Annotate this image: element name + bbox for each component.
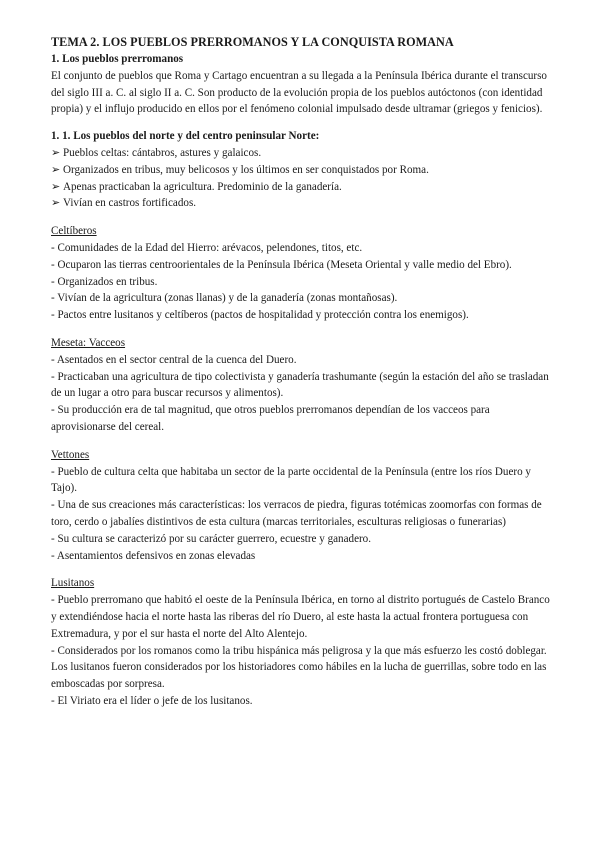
arrow-bullet-icon: ➢	[51, 146, 61, 159]
lusitanos-line: - El Viriato era el líder o jefe de los lusitanos.	[51, 694, 253, 707]
celtiberos-line: - Comunidades de la Edad del Hierro: arévacos, pelendones, titos, etc.	[51, 241, 363, 254]
section-1-1-heading: 1. 1. Los pueblos del norte y del centro peninsular Norte:	[51, 130, 320, 143]
bullet-item	[51, 145, 557, 162]
celtiberos-line: - Vivían de la agricultura (zonas llanas) y de la ganadería (zonas montañosas).	[51, 292, 398, 305]
bullet-text: Apenas practicaban la agricultura. Predominio de la ganadería.	[63, 180, 342, 193]
vettones-heading: Vettones	[51, 448, 90, 461]
arrow-bullet-icon: ➢	[51, 180, 61, 193]
bullet-item	[51, 179, 557, 196]
bullet-text: Organizados en tribus, muy belicosos y los últimos en ser conquistados por Roma.	[63, 163, 429, 176]
vettones-line: - Asentamientos defensivos en zonas elevadas	[51, 549, 256, 562]
section-1-heading: 1. Los pueblos prerromanos	[51, 53, 184, 65]
arrow-bullet-icon: ➢	[51, 197, 61, 210]
document-page	[51, 34, 557, 710]
vacceos-line: - Practicaban una agricultura de tipo colectivista y ganadería trashumante (según la estación del año se trasladan de un lugar a otro para buscar recursos y alimentos).	[51, 370, 549, 400]
vacceos-line: - Su producción era de tal magnitud, que otros pueblos prerromanos dependían de los vacceos para aprovisionarse del cereal.	[51, 404, 490, 433]
arrow-bullet-icon: ➢	[51, 163, 61, 176]
bullet-text: Pueblos celtas: cántabros, astures y galaicos.	[63, 146, 262, 159]
lusitanos-heading: Lusitanos	[51, 577, 95, 590]
vettones-line: - Una de sus creaciones más características: los verracos de piedra, figuras totémicas zoomorfas con formas de toro, cerdo o jabalíes distintivos de esta cultura (marcas territoriales, esculturas religiosas o funerarias)	[51, 499, 542, 528]
bullet-item	[51, 195, 557, 212]
vettones-line: - Su cultura se caracterizó por su carácter guerrero, ecuestre y ganadero.	[51, 532, 372, 545]
celtiberos-heading: Celtíberos	[51, 225, 97, 238]
celtiberos-line: - Ocuparon las tierras centroorientales de la Península Ibérica (Meseta Oriental y valle medio del Ebro).	[51, 258, 512, 271]
bullet-text: Vivían en castros fortificados.	[63, 197, 197, 210]
bullet-item	[51, 162, 557, 179]
section-1-intro: El conjunto de pueblos que Roma y Cartago encuentran a su llegada a la Península Ibérica durante el transcurso del siglo III a. C. al siglo II a. C. Son producto de la evolución propia de los pueblos autóctonos (con identidad propia) y el influjo producido en ellos por el fenómeno colonial impulsado desde ultramar (griegos y fenicios).	[51, 69, 547, 116]
document-title: TEMA 2. LOS PUEBLOS PRERROMANOS Y LA CONQUISTA ROMANA	[51, 35, 454, 49]
vacceos-line: - Asentados en el sector central de la cuenca del Duero.	[51, 353, 297, 366]
vettones-line: - Pueblo de cultura celta que habitaba un sector de la parte occidental de la Península (entre los ríos Duero y Tajo).	[51, 465, 531, 495]
celtiberos-line: - Organizados en tribus.	[51, 275, 158, 288]
lusitanos-line: - Pueblo prerromano que habitó el oeste de la Península Ibérica, en torno al distrito portugués de Castelo Branco y extendiéndose hacia el norte hasta las riberas del río Duero, al este hasta la actual frontera portuguesa con Extremadura, y por el sur hasta el norte del Alto Alentejo.	[51, 594, 550, 640]
vacceos-heading: Meseta: Vacceos	[51, 336, 126, 349]
celtiberos-line: - Pactos entre lusitanos y celtíberos (pactos de hospitalidad y protección contra los enemigos).	[51, 309, 469, 322]
lusitanos-line: - Considerados por los romanos como la tribu hispánica más peligrosa y la que más esfuerzo les costó doblegar. Los lusitanos fueron considerados por los historiadores como hábiles en la lucha de guerrillas, sobre todo en las emboscadas por sorpresa.	[51, 644, 547, 691]
